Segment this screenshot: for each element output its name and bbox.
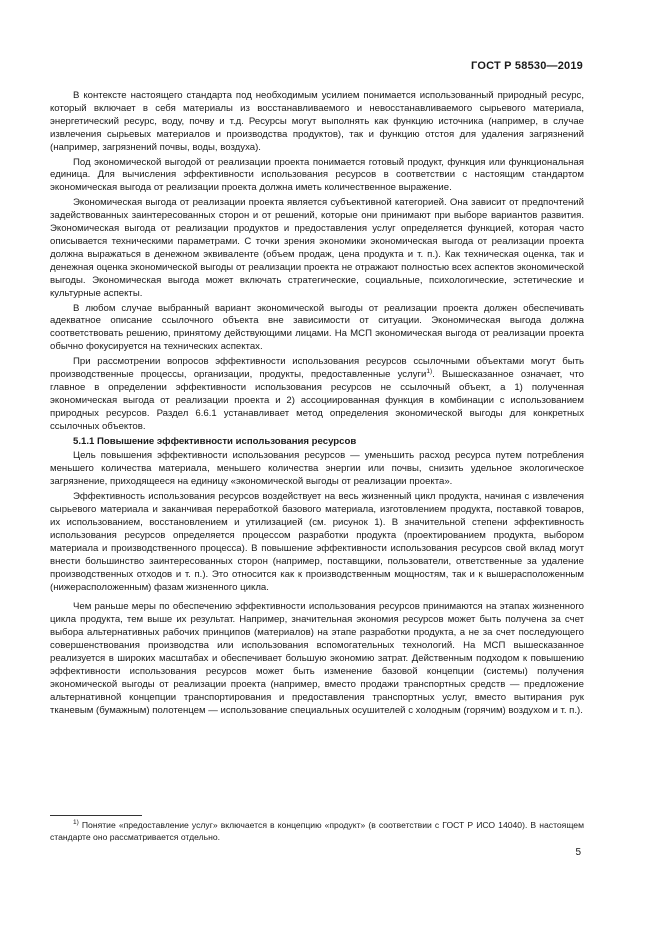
body-text (50, 90, 584, 720)
section-heading: 5.1.1 Повышение эффективности использования ресурсов (73, 435, 357, 447)
paragraph-text: При рассмотрении вопросов эффективности использования ресурсов ссылочными объектами могут быть производственные процессы, организации, продукты, предоставленные услуги (50, 356, 584, 381)
paragraph: Цель повышения эффективности использования ресурсов — уменьшить расход ресурса путем потребления меньшего количества материала, меньшего количества энергии или почвы, снизить удельное экологическое загрязнение, приходящееся на единицу «экономической выгоды от реализации проекта». (50, 450, 584, 488)
paragraph: Под экономической выгодой от реализации проекта понимается готовый продукт, функция или функциональная единица. Для вычисления эффективности использования ресурсов в соответствии с настоящим стандартом экономическая выгода от реализации проекта должна иметь количественное выражение. (50, 156, 584, 194)
page-number: 5 (575, 847, 581, 858)
footnote-marker: 1) (73, 819, 79, 827)
paragraph: Эффективность использования ресурсов воздействует на весь жизненный цикл продукта, начиная с извлечения сырьевого материала и заканчивая переработкой базового материала, изготовлением продукта, поставкой товаров, их использованием, восстановлением и утилизацией (см. рисунок 1). В значительной степени эффективность использования ресурсов определяется процессом разработки продукта (проектированием продукта, выбором материала и производственного процесса). В повышение эффективности использования ресурсов свой вклад могут внести большинство заинтересованных сторон (например, поставщики, пользователи, ответственные за удаление производственных отходов и т. п.). Это относится как к производственным мощностям, так и к вышерасположенным (нижерасположенным) фазам жизненного цикла. (50, 491, 584, 593)
footnote (50, 819, 584, 843)
paragraph-text: . Вышесказанное означает, что главное в определении эффективности использования ресурсов не ссылочный объект, а 1) полученная экономическая выгода от реализации проекта и 2) ассоциированная функция в комбинации с использованием природных ресурсов. Раздел 6.6.1 устанавливает метод определения экономической выгоды для конкретных ссылочных объектов. (50, 369, 584, 432)
footnote-divider (50, 815, 142, 816)
paragraph-with-footnote-ref (50, 356, 584, 433)
paragraph: Чем раньше меры по обеспечению эффективности использования ресурсов принимаются на этапах жизненного цикла продукта, тем выше их результат. Например, значительная экономия ресурсов может быть получена за счет выбора альтернативных рабочих принципов (материалов) на этапе разработки продукта, а не за счет последующего совершенствования производства или использования вспомогательных технологий. На МСП вышесказанное реализуется в широких масштабах и обеспечивает большую экономию затрат. Действенным подходом к повышению эффективности использования ресурсов может быть изменение базовой концепции (системы) получения экономической выгоды от реализации проекта (например, вместо продажи транспортных средств — предложение альтернативной концепции транспортирования и предоставления транспортных услуг, вместо вытирания рук тканевым (бумажным) полотенцем — использование специальных осушителей с холодным (горячим) воздухом и т. п.). (50, 601, 584, 716)
paragraph: Экономическая выгода от реализации проекта является субъективной категорией. Она зависит от предпочтений задействованных заинтересованных сторон и от решений, которые они принимают при выборе вариантов развития. Экономическая выгода от реализации продуктов и предоставления услуг определяется функцией, которая часто описывается техническими параметрами. С точки зрения экономики экономическая выгода от реализации проекта должна выражаться в денежном эквиваленте (объем продаж, цена продукта и т. п.). Как техническая оценка, так и денежная оценка экономической выгоды от реализации проекта не отражают полностью всех аспектов экономической выгоды. Экономическая выгода может включать стратегические, социальные, психологические, эстетические и культурные аспекты. (50, 197, 584, 299)
paragraph: В контексте настоящего стандарта под необходимым усилием понимается использованный природный ресурс, который включает в себя материалы из восстанавливаемого и невосстанавливаемого сырьевого материала, энергетический ресурс, воду, почву и т.д. Ресурсы могут выполнять как функцию источника (например, в случае извлечения сырьевых материалов и производства продуктов), так и функцию отстоя для удаления загрязнений (например, загрязнений почвы, воды, воздуха). (50, 90, 584, 153)
footnote-text: Понятие «предоставление услуг» включается в концепцию «продукт» (в соответствии с ГОСТ Р ИСО 14040). В настоящем стандарте оно рассматривается отдельно. (50, 820, 584, 842)
standard-code-header: ГОСТ Р 58530—2019 (471, 60, 583, 72)
footnote-reference: 1) (426, 367, 433, 375)
paragraph: В любом случае выбранный вариант экономической выгоды от реализации проекта должен обеспечивать адекватное описание ссылочного объекта вне зависимости от ситуации. Экономическая выгода должна соответствовать решению, принятому действующими лицами. На МСП экономическая выгода от реализации проекта обычно фокусируется на технических аспектах. (50, 302, 584, 353)
